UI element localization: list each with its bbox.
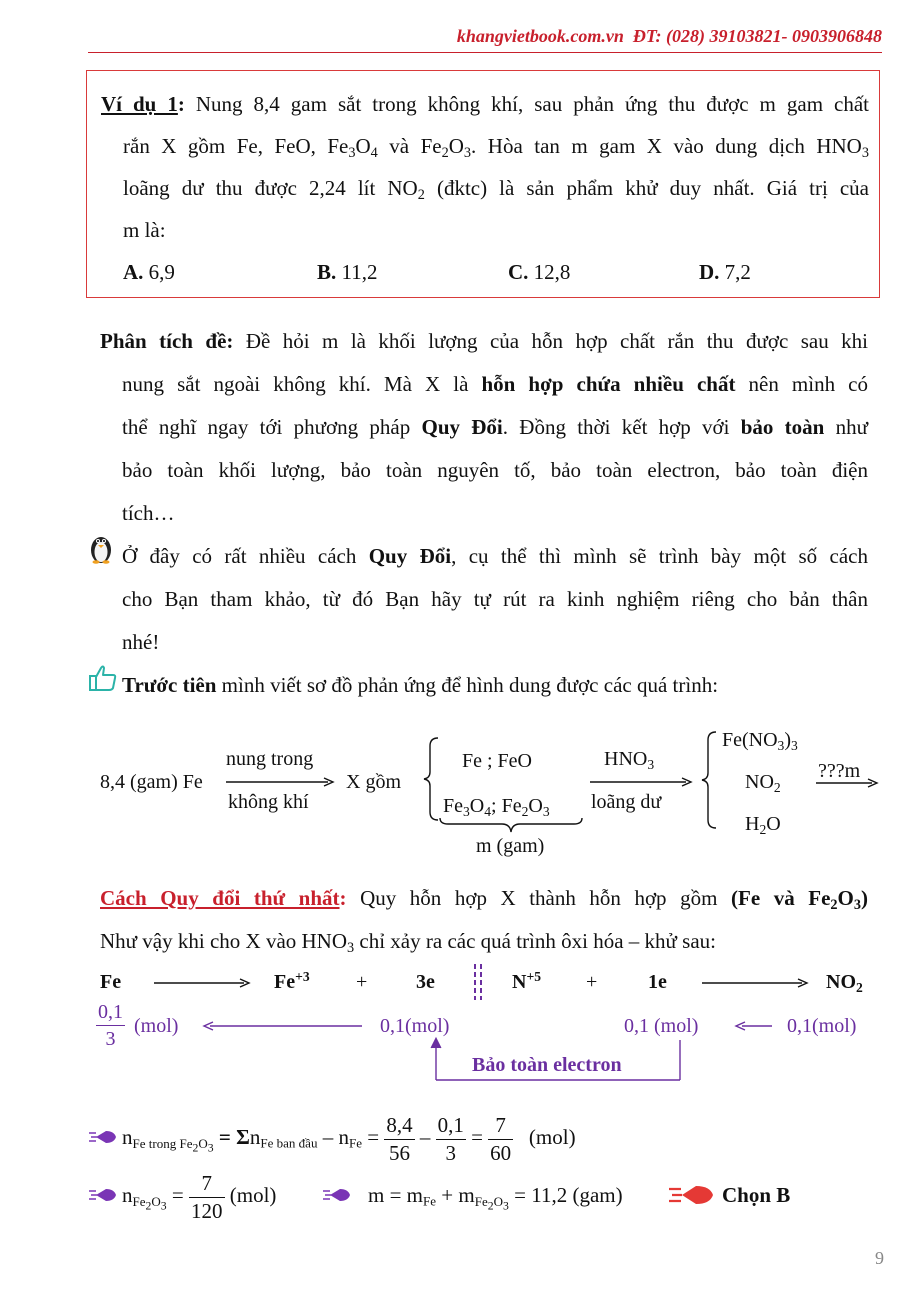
example-line-2: rắn X gồm Fe, FeO, $Fe_3O_4$ và $Fe_2O_3$. Hòa tan m gam X vào dung dịch $HNO_3$ bbox=[123, 134, 869, 161]
example-line-1: Ví dụ 1: Nung 8,4 gam sắt trong không khí, sau phản ứng thu được m gam chất bbox=[101, 92, 870, 116]
red-rocket-icon bbox=[668, 1183, 714, 1207]
header-phone: ĐT: (028) 39103821- 0903906848 bbox=[632, 26, 882, 46]
redox-fe: Fe bbox=[100, 971, 122, 993]
redox-fraction: $\frac{0,1}{3}$ bbox=[98, 1001, 123, 1050]
calc-line-1: $n_{Fe trong Fe_2O_3} = \Sigma n_{Fe ban đầu} - n_{Fe}$ = $\frac{8,4}{56}$ – $\frac{0,1}{3}$ = $\frac{7}{60}$ (mol) bbox=[122, 1112, 576, 1165]
redox-arrow-2 bbox=[700, 976, 810, 990]
scheme-arrow-1 bbox=[224, 775, 336, 789]
scheme-brace-bottom bbox=[438, 816, 584, 836]
method1-line-2: Như vậy khi cho X vào $HNO_3$ chỉ xảy ra các quá trình ôxi hóa – khử sau: bbox=[100, 929, 717, 956]
redox-arrow-1 bbox=[152, 976, 252, 990]
redox-right-mol-2: 0,1(mol) bbox=[787, 1015, 857, 1037]
example-box bbox=[86, 70, 880, 298]
analysis-line-1: Phân tích đề: Đề hỏi m là khối lượng của hỗn hợp chất rắn thu được sau khi bbox=[100, 329, 868, 353]
redox-n5: $N^{+5}$ bbox=[512, 969, 541, 993]
scheme-brace-left bbox=[422, 736, 442, 822]
rocket-bullet-icon bbox=[322, 1186, 352, 1204]
note-line-2: cho Bạn tham khảo, từ đó Bạn hãy tự rút ra kinh nghiệm riêng cho bản thân bbox=[122, 587, 868, 611]
calc-line-2: $n_{Fe_2O_3}$ = $\frac{7}{120}$ (mol) bbox=[122, 1170, 277, 1223]
scheme-arrow2-top: $HNO_3$ bbox=[604, 748, 655, 772]
option-b: B. 11,2 bbox=[317, 260, 378, 284]
option-d: D. 7,2 bbox=[699, 260, 751, 284]
note-line-3: nhé! bbox=[122, 630, 160, 654]
example-line-3: loãng dư thu được 2,24 lít $NO_2$ (đktc) là sản phẩm khử duy nhất. Giá trị của bbox=[123, 176, 870, 203]
redox-right-mol-1: 0,1 (mol) bbox=[624, 1015, 699, 1037]
analysis-label: Phân tích đề: bbox=[100, 329, 234, 353]
analysis-line-4: bảo toàn khối lượng, bảo toàn nguyên tố, bảo toàn electron, bảo toàn điện bbox=[122, 458, 868, 482]
scheme-product-3: $H_2O$ bbox=[745, 813, 781, 837]
header-divider bbox=[88, 52, 882, 53]
option-c: C. 12,8 bbox=[508, 260, 571, 284]
electron-conservation-label: Bảo toàn electron bbox=[472, 1054, 622, 1076]
scheme-product-1: $Fe(NO_3)_3$ bbox=[722, 729, 798, 753]
redox-mol-1: (mol) bbox=[134, 1015, 179, 1037]
answer-choice: Chọn B bbox=[722, 1183, 791, 1207]
scheme-arrow-2 bbox=[588, 775, 694, 789]
example-label: Ví dụ 1 bbox=[101, 92, 178, 116]
scheme-arrow2-bottom: loãng dư bbox=[591, 791, 662, 813]
calc-mass: $m = m_{Fe} + m_{Fe_2O_3} = 11,2$ (gam) bbox=[368, 1183, 623, 1212]
method1-line-1: Cách Quy đổi thứ nhất: Quy hỗn hợp X thành hỗn hợp gồm (Fe và $Fe_2O_3$) bbox=[100, 886, 869, 913]
analysis-line-2: nung sắt ngoài không khí. Mà X là hỗn hợp chứa nhiều chất nên mình có bbox=[122, 372, 868, 396]
rocket-bullet-icon bbox=[88, 1186, 118, 1204]
scheme-product-2: $NO_2$ bbox=[745, 771, 781, 795]
redox-3e: 3e bbox=[416, 971, 435, 993]
scheme-x-label: X gồm bbox=[346, 771, 401, 793]
redox-arrow-left-1 bbox=[202, 1019, 364, 1033]
redox-1e: 1e bbox=[648, 971, 667, 993]
scheme-end: ???m bbox=[818, 760, 861, 782]
method1-title: Cách Quy đổi thứ nhất bbox=[100, 886, 340, 910]
scheme-start: 8,4 (gam) Fe bbox=[100, 771, 203, 793]
header-site: khangvietbook.com.vn bbox=[456, 26, 624, 46]
redox-mid-mol: 0,1(mol) bbox=[380, 1015, 450, 1037]
scheme-mass: m (gam) bbox=[476, 835, 545, 857]
analysis-line-5: tích… bbox=[122, 501, 175, 525]
analysis-line-3: thể nghĩ ngay tới phương pháp Quy Đổi. Đồng thời kết hợp với bảo toàn như bbox=[122, 415, 869, 439]
scheme-x-row1: Fe ; FeO bbox=[462, 750, 532, 772]
redox-no2: $NO_2$ bbox=[826, 971, 863, 995]
penguin-icon bbox=[88, 532, 114, 564]
first-line: Trước tiên mình viết sơ đồ phản ứng để hình dung được các quá trình: bbox=[122, 673, 719, 697]
thumbs-up-icon bbox=[88, 664, 118, 692]
redox-plus-1: + bbox=[356, 971, 368, 993]
scheme-x-row2: $Fe_3O_4$; $Fe_2O_3$ bbox=[443, 795, 550, 819]
option-a: A. 6,9 bbox=[123, 260, 175, 284]
redox-fe3: $Fe^{+3}$ bbox=[274, 969, 310, 993]
scheme-arrow1-bottom: không khí bbox=[228, 791, 309, 813]
example-line-4: m là: bbox=[123, 218, 166, 242]
scheme-brace-right bbox=[700, 730, 720, 830]
scheme-arrow1-top: nung trong bbox=[226, 748, 314, 770]
page-number: 9 bbox=[875, 1248, 884, 1268]
rocket-bullet-icon bbox=[88, 1128, 118, 1146]
scheme-arrow-3 bbox=[814, 776, 880, 790]
page-header bbox=[457, 26, 882, 47]
note-line-1: Ở đây có rất nhiều cách Quy Đổi, cụ thể thì mình sẽ trình bày một số cách bbox=[122, 544, 869, 568]
redox-arrow-left-2 bbox=[734, 1019, 774, 1033]
redox-divider bbox=[472, 963, 484, 1001]
redox-plus-2: + bbox=[586, 971, 598, 993]
